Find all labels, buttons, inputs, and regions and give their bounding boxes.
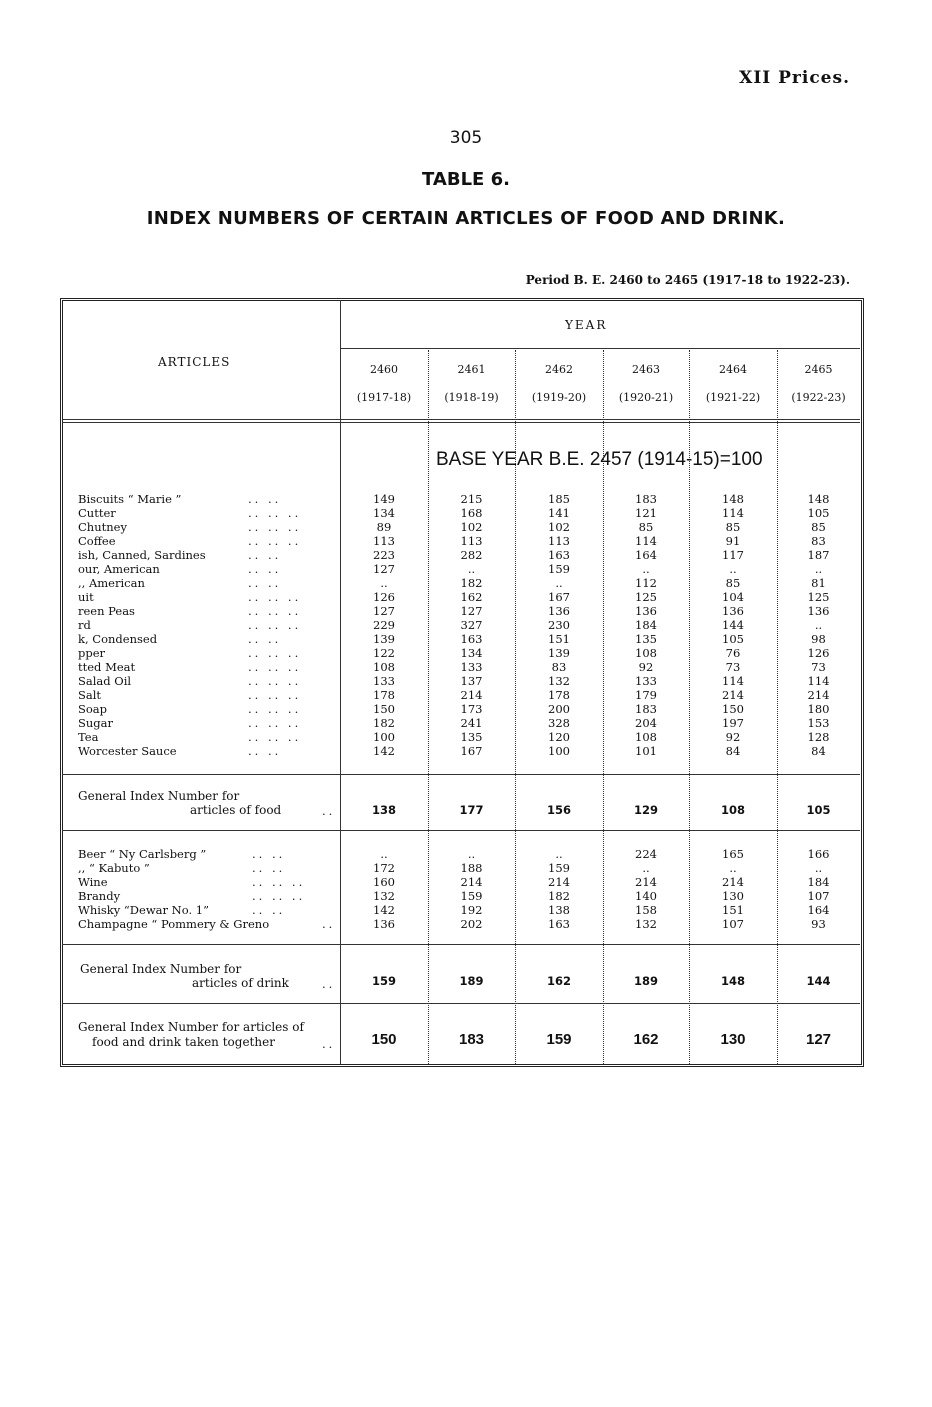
- food-article-label: Coffee: [78, 534, 116, 548]
- food-index-value: 105: [806, 803, 831, 817]
- drink-value-cell: 159: [548, 861, 570, 875]
- total-index-label-2: food and drink taken together: [92, 1035, 275, 1049]
- drink-value-cell: 160: [373, 875, 395, 889]
- drink-index-rule: [62, 1003, 860, 1004]
- drink-value-cell: 184: [807, 875, 830, 889]
- drink-value-cell: 132: [373, 889, 395, 903]
- food-value-cell: 223: [373, 548, 395, 562]
- food-value-cell: 135: [460, 730, 483, 744]
- food-article-label: Salad Oil: [78, 674, 132, 688]
- drink-article-label: Whisky “Dewar No. 1”: [78, 903, 209, 917]
- food-value-cell: 91: [725, 534, 741, 548]
- food-value-cell: 197: [722, 716, 744, 730]
- leader-dots: .. .. ..: [248, 702, 302, 716]
- food-value-cell: 76: [725, 646, 741, 660]
- food-value-cell: ..: [467, 562, 476, 576]
- drink-value-cell: 214: [635, 875, 657, 889]
- food-value-cell: ..: [814, 562, 823, 576]
- drink-value-cell: 107: [807, 889, 830, 903]
- drink-value-cell: 214: [460, 875, 483, 889]
- food-value-cell: 83: [551, 660, 567, 674]
- food-value-cell: 108: [635, 730, 657, 744]
- food-value-cell: 92: [725, 730, 741, 744]
- food-value-cell: 328: [548, 716, 570, 730]
- drink-article-label: Beer “ Ny Carlsberg ”: [78, 847, 207, 861]
- food-value-cell: 137: [460, 674, 483, 688]
- drink-value-cell: ..: [555, 847, 563, 861]
- drink-value-cell: ..: [467, 847, 476, 861]
- food-article-label: rd: [78, 618, 91, 632]
- food-value-cell: 214: [722, 688, 744, 702]
- food-value-cell: 182: [460, 576, 483, 590]
- food-value-cell: 164: [635, 548, 657, 562]
- food-value-cell: 178: [373, 688, 395, 702]
- food-value-cell: 149: [373, 492, 395, 506]
- food-rule: [62, 774, 860, 775]
- year-rule: [340, 348, 860, 349]
- drink-value-cell: 202: [460, 917, 483, 931]
- period-note: Period B. E. 2460 to 2465 (1917-18 to 1922-23).: [525, 273, 850, 287]
- year-be-label: 2462: [545, 363, 573, 376]
- leader-dots: .. .. ..: [248, 506, 302, 520]
- food-value-cell: ..: [642, 562, 650, 576]
- food-value-cell: 114: [722, 506, 744, 520]
- leader-dots: ..: [322, 804, 336, 818]
- food-article-label: Soap: [78, 702, 108, 716]
- food-value-cell: 132: [548, 674, 570, 688]
- leader-dots: .. .. ..: [248, 730, 302, 744]
- drink-value-cell: 172: [373, 861, 395, 875]
- year-ad-label: (1922-23): [791, 391, 846, 404]
- food-article-label: uit: [78, 590, 94, 604]
- food-value-cell: 178: [548, 688, 570, 702]
- drink-value-cell: 107: [722, 917, 744, 931]
- year-ad-label: (1918-19): [444, 391, 499, 404]
- year-be-label: 2465: [804, 363, 833, 376]
- food-value-cell: 141: [548, 506, 570, 520]
- food-value-cell: 183: [635, 492, 657, 506]
- food-value-cell: 136: [635, 604, 657, 618]
- food-value-cell: 187: [807, 548, 830, 562]
- food-index-label-2: articles of food: [190, 803, 282, 817]
- food-article-label: Biscuits “ Marie ”: [78, 492, 182, 506]
- food-value-cell: 89: [376, 520, 392, 534]
- drink-value-cell: 142: [373, 903, 395, 917]
- food-value-cell: 85: [725, 576, 741, 590]
- food-value-cell: 214: [460, 688, 483, 702]
- food-value-cell: 185: [548, 492, 570, 506]
- year-header: YEAR: [565, 318, 608, 332]
- food-value-cell: 127: [373, 562, 395, 576]
- total-index-value: 162: [633, 1031, 659, 1048]
- food-value-cell: 134: [373, 506, 395, 520]
- food-value-cell: 139: [548, 646, 570, 660]
- drink-value-cell: ..: [814, 861, 823, 875]
- food-value-cell: 102: [460, 520, 483, 534]
- food-index-value: 156: [546, 803, 571, 817]
- drink-value-cell: 166: [807, 847, 830, 861]
- drink-value-cell: 192: [460, 903, 483, 917]
- food-value-cell: 163: [548, 548, 570, 562]
- food-value-cell: 183: [635, 702, 657, 716]
- drink-value-cell: 93: [811, 917, 826, 931]
- drink-value-cell: 164: [807, 903, 830, 917]
- total-index-value: 159: [546, 1031, 572, 1048]
- food-index-value: 129: [633, 803, 658, 817]
- drink-value-cell: ..: [729, 861, 737, 875]
- food-article-label: reen Peas: [78, 604, 135, 618]
- year-ad-label: (1921-22): [705, 391, 761, 404]
- leader-dots: .. ..: [248, 744, 282, 758]
- drink-article-label: ,, “ Kabuto ”: [78, 861, 150, 875]
- food-value-cell: 112: [635, 576, 657, 590]
- page-number: 305: [449, 128, 483, 148]
- food-article-label: k, Condensed: [78, 632, 158, 646]
- leader-dots: .. .. ..: [252, 889, 306, 903]
- food-value-cell: 127: [460, 604, 483, 618]
- food-value-cell: 133: [460, 660, 483, 674]
- food-index-label-1: General Index Number for: [78, 789, 240, 803]
- header-rule: [62, 419, 860, 423]
- leader-dots: .. .. ..: [248, 674, 302, 688]
- leader-dots: ..: [322, 977, 336, 991]
- food-value-cell: 121: [635, 506, 657, 520]
- leader-dots: .. .. ..: [248, 660, 302, 674]
- table-number: TABLE 6.: [422, 169, 510, 190]
- food-value-cell: 126: [373, 590, 395, 604]
- food-index-value: 177: [459, 803, 484, 817]
- leader-dots: .. ..: [248, 548, 282, 562]
- food-value-cell: 101: [635, 744, 657, 758]
- year-divider: [428, 350, 429, 1064]
- food-value-cell: 108: [373, 660, 395, 674]
- food-article-label: tted Meat: [78, 660, 136, 674]
- food-value-cell: 73: [725, 660, 741, 674]
- drink-value-cell: 165: [722, 847, 744, 861]
- total-index-value: 150: [371, 1031, 397, 1048]
- drink-value-cell: 140: [635, 889, 657, 903]
- food-value-cell: 151: [548, 632, 570, 646]
- food-index-value: 108: [720, 803, 745, 817]
- food-value-cell: 105: [807, 506, 830, 520]
- year-ad-label: (1919-20): [531, 391, 587, 404]
- food-index-rule: [62, 830, 860, 831]
- food-value-cell: 134: [460, 646, 483, 660]
- food-article-label: Chutney: [78, 520, 127, 534]
- drink-article-label: Champagne “ Pommery & Greno: [78, 917, 270, 931]
- food-value-cell: 85: [638, 520, 654, 534]
- food-value-cell: 182: [373, 716, 395, 730]
- leader-dots: .. ..: [248, 632, 282, 646]
- food-value-cell: 168: [460, 506, 483, 520]
- food-value-cell: 85: [725, 520, 741, 534]
- food-value-cell: 173: [460, 702, 483, 716]
- food-article-label: ,, American: [78, 576, 145, 590]
- drink-article-label: Wine: [78, 875, 108, 889]
- leader-dots: .. ..: [248, 492, 282, 506]
- food-value-cell: 230: [548, 618, 570, 632]
- food-article-label: ish, Canned, Sardines: [78, 548, 206, 562]
- food-value-cell: 114: [722, 674, 744, 688]
- year-ad-label: (1917-18): [356, 391, 412, 404]
- food-value-cell: 120: [548, 730, 570, 744]
- food-value-cell: 162: [460, 590, 483, 604]
- food-value-cell: 92: [638, 660, 654, 674]
- food-value-cell: 139: [373, 632, 395, 646]
- food-value-cell: 136: [548, 604, 570, 618]
- drink-index-value: 162: [546, 974, 571, 988]
- leader-dots: .. .. ..: [248, 590, 302, 604]
- chapter-header: XII Prices.: [739, 68, 850, 88]
- leader-dots: ..: [322, 1037, 336, 1051]
- total-index-value: 183: [458, 1031, 485, 1048]
- food-value-cell: 142: [373, 744, 395, 758]
- leader-dots: .. .. ..: [248, 716, 302, 730]
- food-value-cell: 150: [373, 702, 395, 716]
- food-value-cell: 114: [635, 534, 657, 548]
- food-value-cell: 128: [807, 730, 830, 744]
- drink-rule: [62, 944, 860, 945]
- food-article-label: Tea: [78, 730, 99, 744]
- drink-index-value: 189: [633, 974, 658, 988]
- drink-index-label-2: articles of drink: [192, 976, 289, 990]
- food-value-cell: 85: [811, 520, 826, 534]
- food-value-cell: 214: [807, 688, 830, 702]
- food-value-cell: ..: [380, 576, 388, 590]
- total-index-value: 130: [720, 1031, 746, 1048]
- food-value-cell: 204: [635, 716, 657, 730]
- leader-dots: .. .. ..: [248, 604, 302, 618]
- food-value-cell: 229: [373, 618, 395, 632]
- food-value-cell: 136: [722, 604, 744, 618]
- leader-dots: .. ..: [252, 847, 286, 861]
- leader-dots: .. .. ..: [248, 646, 302, 660]
- food-index-value: 138: [371, 803, 396, 817]
- drink-value-cell: ..: [642, 861, 650, 875]
- food-value-cell: 163: [460, 632, 483, 646]
- leader-dots: .. .. ..: [248, 618, 302, 632]
- drink-value-cell: 188: [460, 861, 483, 875]
- drink-index-value: 148: [720, 974, 745, 988]
- leader-dots: ..: [322, 917, 336, 931]
- drink-value-cell: 224: [635, 847, 657, 861]
- total-index-label-1: General Index Number for articles of: [78, 1020, 304, 1034]
- food-article-label: Salt: [78, 688, 102, 702]
- food-value-cell: 327: [460, 618, 483, 632]
- food-value-cell: 148: [807, 492, 830, 506]
- table-title: INDEX NUMBERS OF CERTAIN ARTICLES OF FOOD AND DRINK.: [146, 208, 786, 229]
- food-value-cell: 113: [460, 534, 483, 548]
- food-value-cell: 282: [460, 548, 483, 562]
- food-value-cell: 84: [725, 744, 741, 758]
- food-value-cell: 126: [807, 646, 830, 660]
- food-value-cell: 241: [460, 716, 483, 730]
- food-value-cell: 98: [811, 632, 826, 646]
- food-value-cell: 167: [460, 744, 483, 758]
- drink-value-cell: 158: [635, 903, 657, 917]
- food-value-cell: 100: [373, 730, 395, 744]
- drink-value-cell: ..: [380, 847, 388, 861]
- food-value-cell: 159: [548, 562, 570, 576]
- drink-value-cell: 130: [722, 889, 744, 903]
- drink-value-cell: 163: [548, 917, 570, 931]
- food-value-cell: 180: [807, 702, 830, 716]
- total-index-value: 127: [805, 1031, 832, 1048]
- drink-index-value: 189: [459, 974, 484, 988]
- food-value-cell: 179: [635, 688, 657, 702]
- year-ad-label: (1920-21): [618, 391, 674, 404]
- food-article-label: Worcester Sauce: [78, 744, 177, 758]
- food-value-cell: 148: [722, 492, 744, 506]
- drink-index-value: 159: [371, 974, 396, 988]
- drink-article-label: Brandy: [78, 889, 121, 903]
- food-value-cell: 135: [635, 632, 657, 646]
- food-value-cell: 81: [811, 576, 826, 590]
- food-article-label: our, American: [78, 562, 160, 576]
- food-value-cell: 108: [635, 646, 657, 660]
- drink-value-cell: 138: [548, 903, 570, 917]
- drink-index-value: 144: [806, 974, 831, 988]
- food-value-cell: 102: [548, 520, 570, 534]
- food-value-cell: 113: [548, 534, 570, 548]
- year-be-label: 2463: [632, 363, 660, 376]
- food-value-cell: 100: [548, 744, 570, 758]
- drink-value-cell: 159: [460, 889, 483, 903]
- food-value-cell: 133: [635, 674, 657, 688]
- leader-dots: .. .. ..: [248, 688, 302, 702]
- year-be-label: 2464: [719, 363, 747, 376]
- leader-dots: .. ..: [252, 861, 286, 875]
- food-value-cell: 215: [460, 492, 483, 506]
- articles-divider: [340, 300, 341, 1064]
- food-value-cell: ..: [729, 562, 737, 576]
- food-article-label: Cutter: [78, 506, 116, 520]
- drink-value-cell: 182: [548, 889, 570, 903]
- year-be-label: 2460: [370, 363, 398, 376]
- food-value-cell: ..: [555, 576, 563, 590]
- leader-dots: .. ..: [248, 576, 282, 590]
- food-value-cell: 83: [811, 534, 826, 548]
- drink-value-cell: 136: [373, 917, 395, 931]
- drink-value-cell: 214: [548, 875, 570, 889]
- articles-header: ARTICLES: [158, 355, 231, 369]
- food-value-cell: 136: [807, 604, 830, 618]
- drink-value-cell: 214: [722, 875, 744, 889]
- food-value-cell: 105: [722, 632, 744, 646]
- leader-dots: .. .. ..: [248, 520, 302, 534]
- leader-dots: .. .. ..: [248, 534, 302, 548]
- food-value-cell: 117: [722, 548, 744, 562]
- leader-dots: .. ..: [252, 903, 286, 917]
- food-value-cell: 84: [811, 744, 826, 758]
- food-value-cell: 113: [373, 534, 395, 548]
- food-value-cell: 73: [811, 660, 826, 674]
- base-year-note: BASE YEAR B.E. 2457 (1914-15)=100: [436, 449, 763, 470]
- food-value-cell: 127: [373, 604, 395, 618]
- leader-dots: .. .. ..: [252, 875, 306, 889]
- food-value-cell: 122: [373, 646, 395, 660]
- food-value-cell: 125: [635, 590, 657, 604]
- food-value-cell: 200: [548, 702, 570, 716]
- food-value-cell: 153: [807, 716, 830, 730]
- food-value-cell: 104: [722, 590, 744, 604]
- food-value-cell: 184: [635, 618, 657, 632]
- year-be-label: 2461: [457, 363, 486, 376]
- food-value-cell: 144: [722, 618, 744, 632]
- food-value-cell: 167: [548, 590, 570, 604]
- leader-dots: .. ..: [248, 562, 282, 576]
- food-article-label: Sugar: [78, 716, 113, 730]
- food-value-cell: 125: [807, 590, 830, 604]
- food-value-cell: ..: [814, 618, 823, 632]
- drink-index-label-1: General Index Number for: [80, 962, 242, 976]
- food-value-cell: 114: [807, 674, 830, 688]
- food-article-label: pper: [78, 646, 106, 660]
- food-value-cell: 133: [373, 674, 395, 688]
- food-value-cell: 150: [722, 702, 744, 716]
- drink-value-cell: 151: [722, 903, 744, 917]
- drink-value-cell: 132: [635, 917, 657, 931]
